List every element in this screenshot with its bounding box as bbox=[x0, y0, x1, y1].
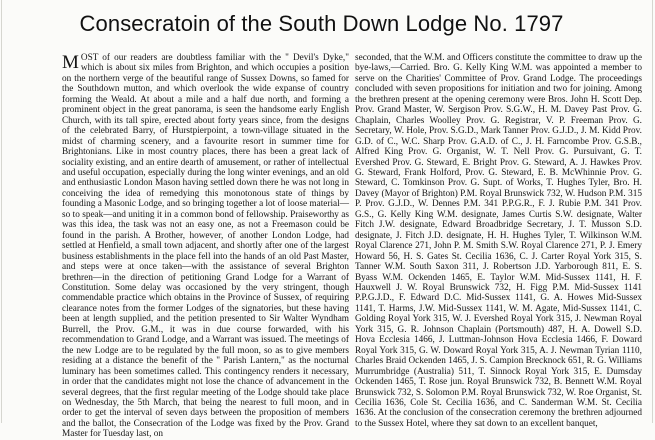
page-edge-right bbox=[652, 0, 653, 423]
left-column-paragraph bbox=[62, 53, 349, 440]
drop-cap: M bbox=[62, 52, 79, 73]
right-column-text: seconded, that the W.M. and Officers constitute the committee to draw up the bye-laws,—Carried. Bro. G. Kelly King W.M. was appointed a member to serve on the Charities' Committee of Prov. Grand Lodge. The proceedings concluded with seven propositions for initiation and two for joining. Among the brethren present at the opening ceremony were Bros. John H. Scott Dep. Prov. Grand Master, W. Sergison Prov. S.G.W., H. M. Davey Past Prov. G. Chaplain, Charles Woolley Prov. G. Registrar, V. P. Freeman Prov. G. Secretary, W. Hole, Prov. S.G.D., Mark Tanner Prov. G.J.D., J. M. Kidd Prov. G.D. of C., W.C. Sharp Prov. G.A.D. of C., J. H. Farncombe Prov. G.S.B., Alfred King Prov. G. Organist, W. T. Nell Prov. G. Pursuivant, G. T. Evershed Prov. G. Steward, E. Bright Prov. G. Steward, A. J. Hawkes Prov. G. Steward, Frank Holford, Prov. G. Steward, E. B. McWhinnie Prov. G. Steward, C. Tomkinson Prov. G. Supt. of Works, T. Hughes Tyler, Bro. H. Davey (Mayor of Brighton) P.M. Royal Brunswick 732, W. Hudson P.M. 315 P. Prov. G.J.D., W. Dennes P.M. 341 P.P.G.R., F. J. Rubie P.M. 341 Prov. G.S., G. Kelly King W.M. designate, James Curtis S.W. designate, Walter Fitch J.W. designate, Edward Broadbridge Secretary, J. T. Musson S.D. designate, J. Fitch J.D. designate, H. H. Hughes Tyler, T. Wilkinson W.M. Royal Clarence 271, John P. M. Smith S.W. Royal Clarence 271, P. J. Emery Howard 56, H. S. Gates St. Cecilia 1636, C. J. Carter Royal York 315, S. Tanner W.M. South Saxon 311, J. Robertson J.D. Yarborough 811, E. S. Byass W.M. Ockenden 1465, E. Taylor W.M. Mid-Sussex 1141, H. F. Hauxwell J. W. Royal Brunswick 732, H. Figg P.M. Mid-Sussex 1141 P.P.G.J.D., F. Edward D.C. Mid-Sussex 1141, G. A. Howes Mid-Sussex 1141, T. Harms, J.W. Mid-Sussex 1141, W. M. Agate, Mid-Sussex 1141, C. Golding Royal York 315, W. J. Evershed Royal York 315, J. Newman Royal York 315, G. R. Johnson Chaplain (Portsmouth) 487, H. A. Dowell S.D. Hova Ecclesia 1466, J. Luttman-Johnson Hova Ecclesia 1466, F. Doward Royal York 315, G. W. Doward Royal York 315, A. J. Newman Tyrian 1110, Charles Braid Ockenden 1465, J. S. Campion Brecknock 651, R. G. Williams Murrumbridge (Australia) 511, T. Sinnock Royal York 315, E. Dumsday Ockenden 1465, T. Rose jun. Royal Brunswick 732, B. Bennett W.M. Royal Brunswick 732, S. Solomon P.M. Royal Brunswick 732, W. Roe Organist, St. Cecilia 1636, Cole St. Cecilia 1636, and C. Sanderman W.M. St. Cecilia 1636. At the conclusion of the consecration ceremony the brethren adjourned to the Sussex Hotel, where they sat down to an excellent banquet, bbox=[355, 53, 642, 429]
right-column-paragraph bbox=[355, 53, 642, 429]
left-column-text: OST of our readers are doubtless familiar with the " Devil's Dyke," which is about six miles from Brighton, and which occupies a position on the northern verge of the beautiful range of Sussex Downs, so famed for the Southdown mutton, and which overlook the wide expanse of country forming the Weald. At about a mile and a half due north, and forming a prominent object in the great panorama, is seen the handsome early English Church, with its tall spire, erected about forty years since, from the designs of the celebrated Barry, of Hurstpierpoint, a town-village situated in the midst of charming scenery, and a favourite resort in summer time for Brightonians. Like in most country places, there has been a great lack of sociality existing, and an entire dearth of amusement, or rather of intellectual and useful occupation, especially during the long winter evenings, and an old and enthusiastic London Mason having settled down there he was not long in conceiving the idea of remedying this monotonous state of things by founding a Masonic Lodge, and so bringing together a lot of loose material—so to speak—and uniting it in a common bond of fellowship. Praiseworthy as was this idea, the task was not an easy one, as not a Freemason could be found in the parish. A Brother, however, of another London Lodge, had settled at Henfield, a small town adjacent, and shortly after one of the largest business establishments in the place fell into the hands of an old Past Master, and steps were at once taken—with the assistance of several Brighton brethren—in the direction of petitioning Grand Lodge for a Warrant of Constitution. Some delay was occasioned by the very stringent, though commendable practice which obtains in the Province of Sussex, of requiring clearance notes from the former Lodges of the signatories, but these having been at length supplied, and the petition presented to Sir Walter Wyndham Burrell, the Prov. G.M., it was in due course forwarded, with his recommendation to Grand Lodge, and a Warrant was issued. The meetings of the new Lodge are to be regulated by the full moon, so as to give members residing at a distance the benefit of the " Parish Lantern," as the nocturnal luminary has been sometimes called. This contingency renders it necessary, in order that the candidates might not lose the chance of advancement in the several degrees, that the first regular meeting of the Lodge should take place on Wednesday, the 5th March, that being the nearest to full moon, and in order to get the interval of seven days between the proposition of members and the ballot, the Consecration of the Lodge was fixed by the Prov. Grand Master for Tuesday last, on bbox=[62, 53, 349, 440]
page-edge-left bbox=[1, 0, 2, 423]
article-column-left bbox=[62, 53, 349, 440]
article-title: Consecratoin of the South Down Lodge No. 1797 bbox=[79, 11, 564, 36]
article-column-right bbox=[355, 53, 642, 429]
